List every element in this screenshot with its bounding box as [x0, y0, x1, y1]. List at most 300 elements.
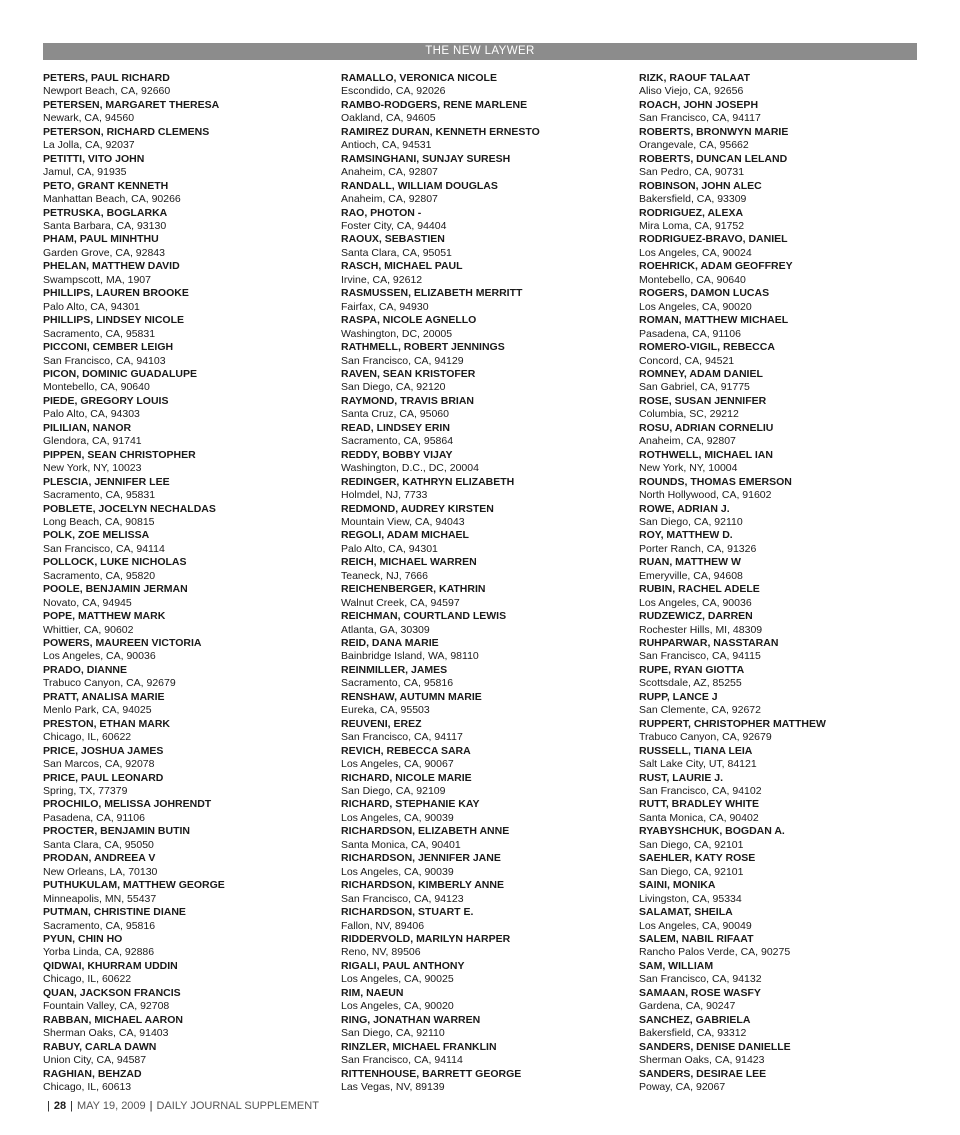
member-location: Sacramento, CA, 95831 — [43, 327, 156, 340]
member-location: Mira Loma, CA, 91752 — [639, 219, 745, 232]
member-name: ROEHRICK, ADAM GEOFFREY — [639, 260, 793, 273]
list-item — [43, 395, 313, 422]
list-item — [341, 745, 611, 772]
member-location: San Diego, CA, 92120 — [341, 381, 446, 394]
member-name: RICHARD, STEPHANIE KAY — [341, 798, 480, 811]
member-name: RUPE, RYAN GIOTTA — [639, 663, 745, 676]
list-item — [43, 987, 313, 1014]
member-name: RUDZEWICZ, DARREN — [639, 610, 753, 623]
member-name: PUTMAN, CHRISTINE DIANE — [43, 906, 186, 919]
member-location: Los Angeles, CA, 90036 — [639, 596, 752, 609]
list-item — [341, 1041, 611, 1068]
list-item — [639, 260, 909, 287]
member-name: RICHARDSON, JENNIFER JANE — [341, 852, 501, 865]
member-name: PETERS, PAUL RICHARD — [43, 72, 170, 84]
member-location: Los Angeles, CA, 90049 — [639, 919, 752, 932]
member-location: Emeryville, CA, 94608 — [639, 569, 743, 582]
member-name: SAEHLER, KATY ROSE — [639, 852, 756, 865]
member-location: Anaheim, CA, 92807 — [341, 193, 438, 206]
member-name: ROMERO-VIGIL, REBECCA — [639, 341, 775, 354]
list-item — [341, 1068, 611, 1095]
member-location: Trabuco Canyon, CA, 92679 — [639, 731, 772, 744]
member-location: Anaheim, CA, 92807 — [639, 435, 736, 448]
member-name: RICHARDSON, STUART E. — [341, 906, 474, 919]
list-item — [639, 1041, 909, 1068]
list-item — [43, 368, 313, 395]
member-location: San Pedro, CA, 90731 — [639, 166, 745, 179]
member-location: Foster City, CA, 94404 — [341, 219, 447, 232]
member-name: SALAMAT, SHEILA — [639, 906, 733, 919]
member-name: REDDY, BOBBY VIJAY — [341, 448, 453, 461]
list-item — [341, 476, 611, 503]
member-name: POLLOCK, LUKE NICHOLAS — [43, 556, 187, 569]
list-item — [43, 422, 313, 449]
member-location: San Diego, CA, 92110 — [639, 515, 743, 528]
section-title: THE NEW LAYWER — [425, 45, 535, 57]
member-location: Montebello, CA, 90640 — [639, 273, 746, 286]
member-location: Santa Barbara, CA, 93130 — [43, 219, 167, 232]
name-column-2 — [341, 72, 611, 1094]
member-name: PLESCIA, JENNIFER LEE — [43, 475, 170, 488]
member-location: Irvine, CA, 92612 — [341, 273, 423, 286]
member-location: Glendora, CA, 91741 — [43, 435, 142, 448]
list-item — [341, 637, 611, 664]
list-item — [43, 529, 313, 556]
list-item — [341, 422, 611, 449]
member-location: Los Angeles, CA, 90025 — [341, 973, 454, 986]
member-name: RENSHAW, AUTUMN MARIE — [341, 690, 482, 703]
list-item — [639, 583, 909, 610]
member-name: PICCONI, CEMBER LEIGH — [43, 341, 174, 354]
list-item — [341, 207, 611, 234]
member-location: Atlanta, GA, 30309 — [341, 623, 430, 636]
member-name: ROSE, SUSAN JENNIFER — [639, 394, 767, 407]
list-item — [639, 72, 909, 99]
list-item — [341, 99, 611, 126]
member-location: Columbia, SC, 29212 — [639, 408, 739, 421]
member-location: San Francisco, CA, 94114 — [43, 542, 165, 555]
member-name: POOLE, BENJAMIN JERMAN — [43, 583, 188, 596]
member-location: San Francisco, CA, 94103 — [43, 354, 166, 367]
member-name: RIZK, RAOUF TALAAT — [639, 72, 751, 84]
member-location: Aliso Viejo, CA, 92656 — [639, 85, 744, 98]
list-item — [341, 1014, 611, 1041]
member-name: REDMOND, AUDREY KIRSTEN — [341, 502, 494, 515]
member-name: PIPPEN, SEAN CHRISTOPHER — [43, 448, 196, 461]
list-item — [43, 207, 313, 234]
list-item — [341, 341, 611, 368]
list-item — [639, 314, 909, 341]
member-name: SANCHEZ, GABRIELA — [639, 1013, 751, 1026]
member-name: ROGERS, DAMON LUCAS — [639, 287, 770, 300]
member-location: Novato, CA, 94945 — [43, 596, 132, 609]
member-location: Chicago, IL, 60613 — [43, 1080, 132, 1093]
member-location: San Diego, CA, 92101 — [639, 838, 744, 851]
member-name: REUVENI, EREZ — [341, 717, 422, 730]
list-item — [341, 583, 611, 610]
member-location: Oakland, CA, 94605 — [341, 112, 436, 125]
list-item — [43, 449, 313, 476]
member-location: La Jolla, CA, 92037 — [43, 139, 135, 152]
member-name: RASMUSSEN, ELIZABETH MERRITT — [341, 287, 523, 300]
list-item — [43, 1068, 313, 1095]
member-location: Montebello, CA, 90640 — [43, 381, 150, 394]
member-name: RIGALI, PAUL ANTHONY — [341, 959, 465, 972]
member-name: PETERSON, RICHARD CLEMENS — [43, 125, 210, 138]
member-name: PRADO, DIANNE — [43, 663, 128, 676]
member-name: QIDWAI, KHURRAM UDDIN — [43, 959, 178, 972]
member-name: RAYMOND, TRAVIS BRIAN — [341, 394, 475, 407]
list-item — [43, 825, 313, 852]
member-location: Walnut Creek, CA, 94597 — [341, 596, 460, 609]
member-location: Trabuco Canyon, CA, 92679 — [43, 677, 176, 690]
member-name: REICHENBERGER, KATHRIN — [341, 583, 486, 596]
member-location: Orangevale, CA, 95662 — [639, 139, 749, 152]
member-location: Palo Alto, CA, 94303 — [43, 408, 140, 421]
member-name: READ, LINDSEY ERIN — [341, 421, 450, 434]
member-location: Las Vegas, NV, 89139 — [341, 1080, 445, 1093]
member-name: SANDERS, DENISE DANIELLE — [639, 1040, 791, 1053]
list-item — [341, 825, 611, 852]
list-item — [639, 449, 909, 476]
list-item — [639, 153, 909, 180]
member-location: Escondido, CA, 92026 — [341, 85, 446, 98]
member-location: Anaheim, CA, 92807 — [341, 166, 438, 179]
member-location: Washington, DC, 20005 — [341, 327, 453, 340]
member-name: RYABYSHCHUK, BOGDAN A. — [639, 825, 785, 838]
member-location: Eureka, CA, 95503 — [341, 704, 430, 717]
member-location: Whittier, CA, 90602 — [43, 623, 134, 636]
member-location: Sacramento, CA, 95816 — [341, 677, 454, 690]
member-name: PYUN, CHIN HO — [43, 933, 123, 945]
list-item — [341, 664, 611, 691]
member-name: RIDDERVOLD, MARILYN HARPER — [341, 933, 511, 945]
member-name: RAOUX, SEBASTIEN — [341, 233, 445, 246]
member-name: PILILIAN, NANOR — [43, 421, 132, 434]
member-location: Sacramento, CA, 95820 — [43, 569, 156, 582]
member-name: RITTENHOUSE, BARRETT GEORGE — [341, 1067, 522, 1080]
member-location: Union City, CA, 94587 — [43, 1054, 147, 1067]
member-name: PETRUSKA, BOGLARKA — [43, 206, 168, 219]
member-location: San Francisco, CA, 94132 — [639, 973, 762, 986]
member-location: San Marcos, CA, 92078 — [43, 758, 155, 771]
member-location: New York, NY, 10004 — [639, 462, 738, 475]
list-item — [43, 852, 313, 879]
member-name: REICHMAN, COURTLAND LEWIS — [341, 610, 507, 623]
list-item — [341, 233, 611, 260]
member-location: Chicago, IL, 60622 — [43, 731, 132, 744]
member-name: RAMIREZ DURAN, KENNETH ERNESTO — [341, 125, 540, 138]
member-name: PHILLIPS, LAUREN BROOKE — [43, 287, 189, 300]
member-name: RUPP, LANCE J — [639, 690, 718, 703]
list-item — [341, 718, 611, 745]
list-item — [43, 798, 313, 825]
list-item — [43, 960, 313, 987]
member-name: ROMNEY, ADAM DANIEL — [639, 367, 763, 380]
member-name: RUPPERT, CHRISTOPHER MATTHEW — [639, 717, 826, 730]
member-name: RAMSINGHANI, SUNJAY SURESH — [341, 152, 511, 165]
member-name: RATHMELL, ROBERT JENNINGS — [341, 341, 505, 354]
list-item — [639, 933, 909, 960]
member-location: Salt Lake City, UT, 84121 — [639, 758, 757, 771]
member-name: REID, DANA MARIE — [341, 637, 439, 650]
member-location: San Francisco, CA, 94115 — [639, 650, 761, 663]
member-location: New York, NY, 10023 — [43, 462, 142, 475]
list-item — [341, 180, 611, 207]
list-item — [639, 610, 909, 637]
member-name: RAO, PHOTON - — [341, 206, 422, 219]
member-location: Rochester Hills, MI, 48309 — [639, 623, 763, 636]
list-item — [43, 637, 313, 664]
list-item — [341, 314, 611, 341]
list-item — [639, 529, 909, 556]
member-location: Newark, CA, 94560 — [43, 112, 135, 125]
member-location: Pasadena, CA, 91106 — [639, 327, 741, 340]
member-name: ROTHWELL, MICHAEL IAN — [639, 448, 773, 461]
member-location: Mountain View, CA, 94043 — [341, 515, 465, 528]
list-item — [639, 745, 909, 772]
member-name: RABBAN, MICHAEL AARON — [43, 1013, 183, 1026]
member-location: San Francisco, CA, 94129 — [341, 354, 464, 367]
list-item — [341, 906, 611, 933]
member-location: Sherman Oaks, CA, 91403 — [43, 1027, 169, 1040]
member-name: SANDERS, DESIRAE LEE — [639, 1067, 767, 1080]
member-name: PIEDE, GREGORY LOUIS — [43, 394, 169, 407]
list-item — [639, 395, 909, 422]
member-location: Santa Monica, CA, 90401 — [341, 838, 461, 851]
member-name: ROBERTS, DUNCAN LELAND — [639, 152, 788, 165]
member-name: RUSSELL, TIANA LEIA — [639, 744, 753, 757]
member-name: ROWE, ADRIAN J. — [639, 502, 730, 515]
member-location: Antioch, CA, 94531 — [341, 139, 432, 152]
member-location: Garden Grove, CA, 92843 — [43, 246, 165, 259]
member-name: RUAN, MATTHEW W — [639, 556, 741, 569]
list-item — [639, 1014, 909, 1041]
list-item — [43, 610, 313, 637]
list-item — [43, 933, 313, 960]
list-item — [341, 960, 611, 987]
member-name: REGOLI, ADAM MICHAEL — [341, 529, 469, 542]
member-name: RUST, LAURIE J. — [639, 771, 724, 784]
list-item — [341, 72, 611, 99]
member-name: RANDALL, WILLIAM DOUGLAS — [341, 179, 498, 192]
member-name: PHELAN, MATTHEW DAVID — [43, 260, 180, 273]
member-location: Bainbridge Island, WA, 98110 — [341, 650, 479, 663]
member-location: Minneapolis, MN, 55437 — [43, 892, 157, 905]
list-item — [341, 449, 611, 476]
list-item — [341, 153, 611, 180]
list-item — [43, 99, 313, 126]
list-item — [43, 1014, 313, 1041]
list-item — [43, 72, 313, 99]
member-name: RUHPARWAR, NASSTARAN — [639, 637, 779, 650]
list-item — [43, 664, 313, 691]
member-name: ROY, MATTHEW D. — [639, 529, 733, 542]
list-item — [639, 987, 909, 1014]
list-item — [639, 637, 909, 664]
list-item — [43, 260, 313, 287]
member-location: San Diego, CA, 92109 — [341, 785, 446, 798]
member-name: ROUNDS, THOMAS EMERSON — [639, 475, 792, 488]
section-header — [43, 43, 917, 60]
member-name: RABUY, CARLA DAWN — [43, 1040, 157, 1053]
member-location: North Hollywood, CA, 91602 — [639, 489, 772, 502]
list-item — [43, 691, 313, 718]
name-column-3 — [639, 72, 909, 1094]
member-location: Pasadena, CA, 91106 — [43, 811, 145, 824]
member-location: Scottsdale, AZ, 85255 — [639, 677, 742, 690]
member-location: Palo Alto, CA, 94301 — [43, 300, 140, 313]
member-location: Poway, CA, 92067 — [639, 1080, 726, 1093]
member-location: Los Angeles, CA, 90020 — [341, 1000, 454, 1013]
member-location: Washington, D.C., DC, 20004 — [341, 462, 479, 475]
member-location: San Francisco, CA, 94102 — [639, 785, 762, 798]
member-name: RODRIGUEZ, ALEXA — [639, 206, 744, 219]
list-item — [43, 287, 313, 314]
member-location: Palo Alto, CA, 94301 — [341, 542, 438, 555]
member-name: PRESTON, ETHAN MARK — [43, 717, 170, 730]
member-name: RASCH, MICHAEL PAUL — [341, 260, 463, 273]
list-item — [639, 879, 909, 906]
list-item — [639, 126, 909, 153]
list-item — [43, 341, 313, 368]
list-item — [639, 341, 909, 368]
list-item — [341, 879, 611, 906]
list-item — [341, 933, 611, 960]
member-location: Newport Beach, CA, 92660 — [43, 85, 171, 98]
list-item — [639, 556, 909, 583]
list-item — [341, 287, 611, 314]
member-location: Long Beach, CA, 90815 — [43, 515, 155, 528]
member-location: Fairfax, CA, 94930 — [341, 300, 429, 313]
member-name: PETO, GRANT KENNETH — [43, 179, 169, 192]
list-item — [639, 798, 909, 825]
member-location: Holmdel, NJ, 7733 — [341, 489, 428, 502]
list-item — [43, 314, 313, 341]
list-item — [639, 825, 909, 852]
member-name: PRICE, PAUL LEONARD — [43, 771, 164, 784]
list-item — [341, 260, 611, 287]
member-location: Los Angeles, CA, 90039 — [341, 811, 454, 824]
member-name: RING, JONATHAN WARREN — [341, 1013, 481, 1026]
publication-name: DAILY JOURNAL SUPPLEMENT — [156, 1100, 319, 1112]
member-name: RICHARDSON, ELIZABETH ANNE — [341, 825, 510, 838]
member-name: SAMAAN, ROSE WASFY — [639, 986, 761, 999]
list-item — [639, 664, 909, 691]
member-location: Sherman Oaks, CA, 91423 — [639, 1054, 765, 1067]
member-location: San Clemente, CA, 92672 — [639, 704, 761, 717]
list-item — [43, 153, 313, 180]
member-name: ROBINSON, JOHN ALEC — [639, 179, 762, 192]
list-item — [43, 772, 313, 799]
member-location: Los Angeles, CA, 90067 — [341, 758, 454, 771]
member-location: Sacramento, CA, 95831 — [43, 489, 156, 502]
list-item — [43, 233, 313, 260]
member-location: Porter Ranch, CA, 91326 — [639, 542, 757, 555]
list-item — [639, 960, 909, 987]
member-location: San Francisco, CA, 94123 — [341, 892, 464, 905]
page-footer: | 28 | MAY 19, 2009 | DAILY JOURNAL SUPPLEMENT — [47, 1100, 319, 1112]
member-location: Rancho Palos Verde, CA, 90275 — [639, 946, 791, 959]
member-location: Bakersfield, CA, 93309 — [639, 193, 747, 206]
member-name: ROBERTS, BRONWYN MARIE — [639, 125, 789, 138]
list-item — [639, 691, 909, 718]
member-name: POPE, MATTHEW MARK — [43, 610, 166, 623]
list-item — [639, 180, 909, 207]
member-name: ROMAN, MATTHEW MICHAEL — [639, 314, 789, 327]
member-location: San Francisco, CA, 94117 — [341, 731, 463, 744]
member-location: Santa Cruz, CA, 95060 — [341, 408, 449, 421]
member-location: Teaneck, NJ, 7666 — [341, 569, 428, 582]
member-location: Fallon, NV, 89406 — [341, 919, 425, 932]
member-name: RICHARDSON, KIMBERLY ANNE — [341, 879, 504, 892]
member-name: RAVEN, SEAN KRISTOFER — [341, 367, 476, 380]
member-name: PETERSEN, MARGARET THERESA — [43, 98, 220, 111]
member-name: RICHARD, NICOLE MARIE — [341, 771, 472, 784]
list-item — [341, 368, 611, 395]
member-name: REVICH, REBECCA SARA — [341, 744, 471, 757]
member-location: Bakersfield, CA, 93312 — [639, 1027, 747, 1040]
member-name: RAMALLO, VERONICA NICOLE — [341, 72, 497, 84]
list-item — [639, 422, 909, 449]
list-item — [43, 556, 313, 583]
member-location: Yorba Linda, CA, 92886 — [43, 946, 155, 959]
member-name: RAGHIAN, BEHZAD — [43, 1067, 142, 1080]
list-item — [341, 772, 611, 799]
list-item — [639, 233, 909, 260]
member-location: San Diego, CA, 92110 — [341, 1027, 445, 1040]
list-item — [341, 691, 611, 718]
list-item — [43, 879, 313, 906]
list-item — [341, 798, 611, 825]
member-location: Gardena, CA, 90247 — [639, 1000, 736, 1013]
list-item — [341, 503, 611, 530]
list-item — [639, 906, 909, 933]
member-name: ROSU, ADRIAN CORNELIU — [639, 421, 774, 434]
member-location: Santa Monica, CA, 90402 — [639, 811, 759, 824]
member-name: SAINI, MONIKA — [639, 879, 716, 892]
list-item — [43, 906, 313, 933]
member-location: Sacramento, CA, 95816 — [43, 919, 156, 932]
member-location: Los Angeles, CA, 90036 — [43, 650, 156, 663]
list-item — [341, 556, 611, 583]
member-name: PRICE, JOSHUA JAMES — [43, 744, 164, 757]
list-item — [43, 503, 313, 530]
list-item — [43, 180, 313, 207]
member-name: REDINGER, KATHRYN ELIZABETH — [341, 475, 515, 488]
member-name: REINMILLER, JAMES — [341, 663, 448, 676]
list-item — [43, 745, 313, 772]
member-name: POBLETE, JOCELYN NECHALDAS — [43, 502, 216, 515]
member-location: Spring, TX, 77379 — [43, 785, 128, 798]
list-item — [639, 476, 909, 503]
member-location: Los Angeles, CA, 90024 — [639, 246, 752, 259]
member-name: PETITTI, VITO JOHN — [43, 152, 145, 165]
member-location: Fountain Valley, CA, 92708 — [43, 1000, 170, 1013]
list-item — [43, 1041, 313, 1068]
member-name: PRATT, ANALISA MARIE — [43, 690, 165, 703]
list-item — [341, 395, 611, 422]
member-location: Swampscott, MA, 1907 — [43, 273, 151, 286]
member-location: Menlo Park, CA, 94025 — [43, 704, 152, 717]
list-item — [43, 126, 313, 153]
list-item — [639, 368, 909, 395]
member-name: SALEM, NABIL RIFAAT — [639, 933, 754, 945]
member-name: RIM, NAEUN — [341, 986, 404, 999]
member-name: PROCHILO, MELISSA JOHRENDT — [43, 798, 212, 811]
list-item — [341, 610, 611, 637]
member-name: PROCTER, BENJAMIN BUTIN — [43, 825, 191, 838]
